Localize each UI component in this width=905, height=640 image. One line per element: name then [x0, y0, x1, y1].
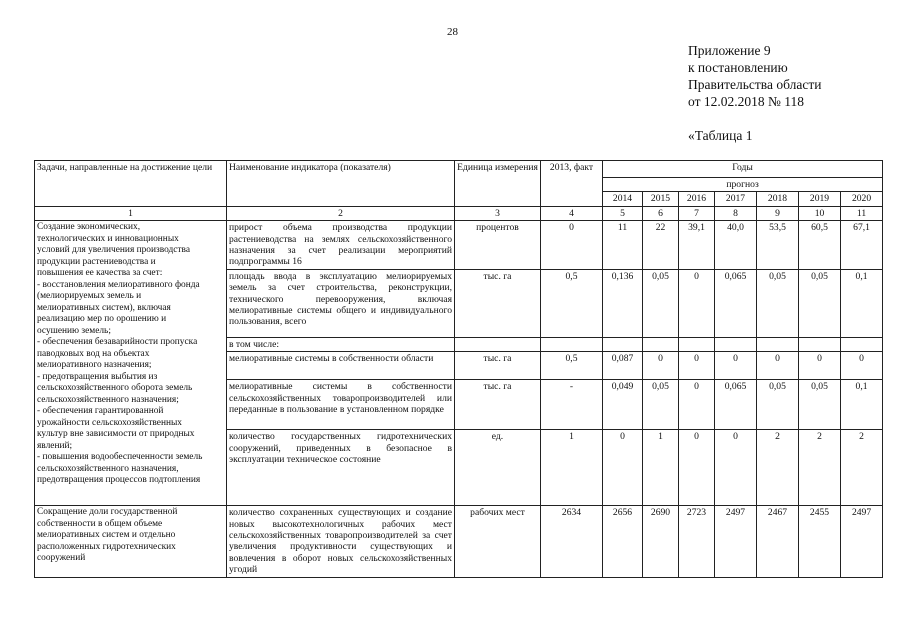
task-line: предотвращения процессов подтопления [37, 475, 201, 486]
column-number: 4 [541, 206, 603, 220]
column-number: 6 [643, 206, 679, 220]
table-row [35, 506, 883, 577]
unit-cell: рабочих мест [455, 506, 541, 577]
value-cell: 0 [715, 352, 757, 380]
value-cell: 0 [603, 430, 643, 506]
value-cell: 0,087 [603, 352, 643, 380]
task-line: сельскохозяйственного назначения; [37, 394, 179, 405]
task-line: продукции растениеводства и [37, 256, 156, 267]
column-number: 9 [757, 206, 799, 220]
value-cell: 0,049 [603, 380, 643, 430]
task-line: расположенных гидротехнических [37, 541, 176, 552]
value-cell: 2690 [643, 506, 679, 577]
task-line: мелиоративного назначения; [37, 360, 152, 371]
value-cell: 0 [799, 352, 841, 380]
value-cell: 0 [643, 352, 679, 380]
indicator-cell: мелиоративные системы в собственности области [227, 352, 455, 380]
column-number: 2 [227, 206, 455, 220]
task-line: технологических и инновационных [37, 233, 179, 244]
column-number: 3 [455, 206, 541, 220]
fact-cell: - [541, 380, 603, 430]
header-year: 2018 [757, 192, 799, 206]
value-cell: 2467 [757, 506, 799, 577]
task-line: Создание экономических, [37, 222, 141, 233]
task-line: собственности в общем объеме [37, 518, 163, 529]
value-cell: 22 [643, 221, 679, 270]
task-line: мелиоративных систем и отдельно [37, 530, 176, 541]
value-cell: 2455 [799, 506, 841, 577]
header-line: к постановлению [688, 60, 788, 75]
task-line: - предотвращения выбытия из [37, 371, 158, 382]
task-line: сельскохозяйственного назначения, [37, 463, 179, 474]
value-cell [757, 337, 799, 351]
value-cell: 2656 [603, 506, 643, 577]
value-cell: 60,5 [799, 221, 841, 270]
value-cell: 0,065 [715, 269, 757, 337]
fact-cell [541, 337, 603, 351]
task-line: условий для увеличения производства [37, 245, 190, 256]
column-number: 1 [35, 206, 227, 220]
header-unit: Единица измерения [455, 161, 541, 207]
task-line: урожайности сельскохозяйственных [37, 417, 182, 428]
header-years: Годы [603, 161, 883, 178]
value-cell: 0,1 [841, 269, 883, 337]
column-number: 5 [603, 206, 643, 220]
indicator-cell: в том числе: [227, 337, 455, 351]
header-line: Правительства области [688, 77, 822, 92]
value-cell [715, 337, 757, 351]
value-cell: 0 [679, 352, 715, 380]
value-cell: 0,05 [643, 380, 679, 430]
header-indicator: Наименование индикатора (показателя) [227, 161, 455, 207]
header-year: 2020 [841, 192, 883, 206]
value-cell: 11 [603, 221, 643, 270]
value-cell [841, 337, 883, 351]
column-number: 8 [715, 206, 757, 220]
task-line: - восстановления мелиоративного фонда [37, 279, 200, 290]
header-fact-2013: 2013, факт [541, 161, 603, 207]
fact-cell: 0,5 [541, 269, 603, 337]
indicators-table [34, 160, 883, 578]
value-cell: 1 [643, 430, 679, 506]
task-line: сооружений [37, 553, 86, 564]
header-line: от 12.02.2018 № 118 [688, 94, 804, 109]
task-line: - обеспечения безаварийности пропуска [37, 337, 198, 348]
task-line: сельскохозяйственного оборота земель [37, 383, 193, 394]
value-cell: 0,05 [757, 269, 799, 337]
indicator-cell: количество сохраненных существующих и создание новых высокотехнологичных рабочих мест сельскохозяйственных товаропроизводителей за счет увеличения продуктивности существующих и вовлечения в оборот новых сельскохозяйственных угодий [227, 506, 455, 577]
value-cell: 0 [679, 430, 715, 506]
fact-cell: 2634 [541, 506, 603, 577]
tasks-cell-group-1 [35, 221, 227, 506]
value-cell [603, 337, 643, 351]
task-line: культур вне зависимости от природных [37, 429, 195, 440]
value-cell: 2 [841, 430, 883, 506]
value-cell: 2 [799, 430, 841, 506]
fact-cell: 1 [541, 430, 603, 506]
value-cell [643, 337, 679, 351]
appendix-header [688, 42, 821, 110]
page-number: 28 [447, 26, 458, 38]
fact-cell: 0,5 [541, 352, 603, 380]
task-line: паводковых вод на объектах [37, 348, 150, 359]
task-line: явлений; [37, 440, 73, 451]
value-cell: 0 [679, 380, 715, 430]
header-line: Приложение 9 [688, 43, 771, 58]
value-cell: 0,05 [643, 269, 679, 337]
task-line: (мелиорируемых земель и [37, 291, 142, 302]
task-line: Сокращение доли государственной [37, 507, 178, 518]
column-number-row [35, 206, 883, 220]
tasks-cell-group-2 [35, 506, 227, 577]
unit-cell: тыс. га [455, 352, 541, 380]
task-line: повышения ее качества за счет: [37, 268, 163, 279]
header-year: 2014 [603, 192, 643, 206]
task-line: мелиоративных систем), включая [37, 302, 171, 313]
task-line: - обеспечения гарантированной [37, 406, 164, 417]
value-cell: 0,05 [799, 269, 841, 337]
value-cell: 0,05 [799, 380, 841, 430]
header-year: 2016 [679, 192, 715, 206]
value-cell: 0 [841, 352, 883, 380]
value-cell: 0,136 [603, 269, 643, 337]
header-year: 2015 [643, 192, 679, 206]
unit-cell: ед. [455, 430, 541, 506]
task-line: осушению земель; [37, 325, 111, 336]
value-cell [679, 337, 715, 351]
value-cell: 40,0 [715, 221, 757, 270]
column-number: 10 [799, 206, 841, 220]
value-cell: 67,1 [841, 221, 883, 270]
unit-cell: тыс. га [455, 269, 541, 337]
value-cell: 0,1 [841, 380, 883, 430]
column-number: 7 [679, 206, 715, 220]
value-cell: 0,065 [715, 380, 757, 430]
unit-cell [455, 337, 541, 351]
value-cell: 53,5 [757, 221, 799, 270]
value-cell: 2723 [679, 506, 715, 577]
header-year: 2017 [715, 192, 757, 206]
value-cell: 0 [715, 430, 757, 506]
value-cell: 2 [757, 430, 799, 506]
indicator-cell: прирост объема производства продукции растениеводства на землях сельскохозяйственного назначения за счет реализации мероприятий подпрограммы 16 [227, 221, 455, 270]
value-cell: 39,1 [679, 221, 715, 270]
value-cell: 0 [757, 352, 799, 380]
indicator-cell: количество государственных гидротехнических сооружений, приведенных в безопасное в эксплуатации техническое состояние [227, 430, 455, 506]
value-cell: 0 [679, 269, 715, 337]
header-tasks: Задачи, направленные на достижение цели [35, 161, 227, 207]
task-line: реализацию мер по орошению и [37, 314, 167, 325]
indicator-cell: мелиоративные системы в собственности сельскохозяйственных товаропроизводителей или переданные в пользование в установленном порядке [227, 380, 455, 430]
task-line: - повышения водообеспеченности земель [37, 452, 203, 463]
header-forecast: прогноз [603, 178, 883, 192]
column-number: 11 [841, 206, 883, 220]
indicator-cell: площадь ввода в эксплуатацию мелиорируемых земель за счет строительства, реконструкции, технического перевооружения, включая мелиоративные системы общего и индивидуального пользования, всего [227, 269, 455, 337]
fact-cell: 0 [541, 221, 603, 270]
value-cell [799, 337, 841, 351]
table-row [35, 221, 883, 270]
unit-cell: процентов [455, 221, 541, 270]
value-cell: 2497 [841, 506, 883, 577]
table-caption: «Таблица 1 [688, 128, 753, 143]
value-cell: 2497 [715, 506, 757, 577]
unit-cell: тыс. га [455, 380, 541, 430]
header-year: 2019 [799, 192, 841, 206]
value-cell: 0,05 [757, 380, 799, 430]
